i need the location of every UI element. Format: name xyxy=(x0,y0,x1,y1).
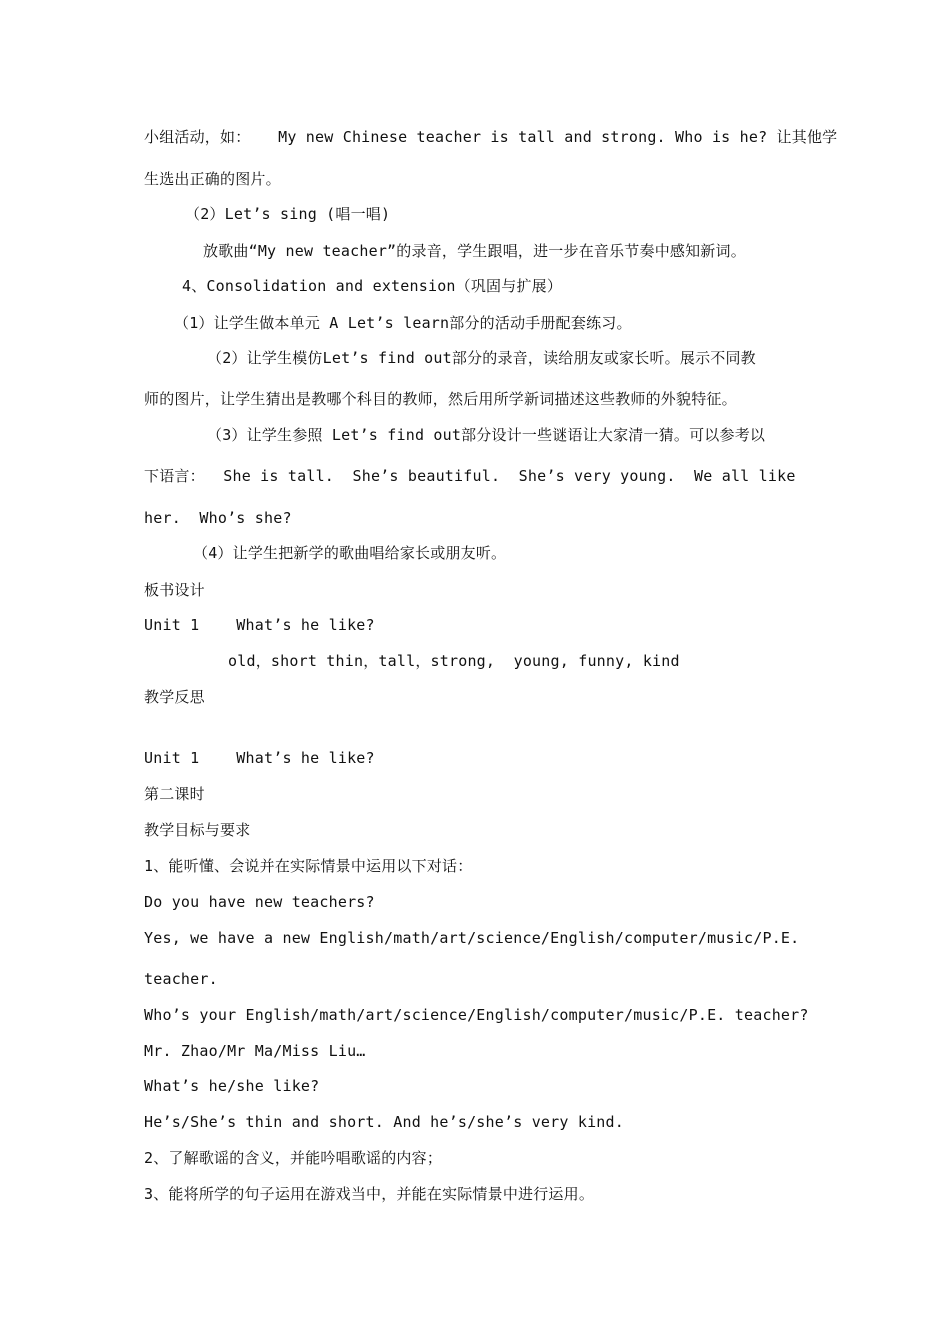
text-line: （3）让学生参照 Let’s find out部分设计一些谜语让大家清一猜。可以参考以 xyxy=(207,426,766,444)
text-line: 生选出正确的图片。 xyxy=(144,170,281,188)
text-line: （2）Let’s sing (唱一唱) xyxy=(185,205,391,223)
text-line: 师的图片，让学生猜出是教哪个科目的教师，然后用所学新词描述这些教师的外貌特征。 xyxy=(144,390,737,408)
section-heading: 教学反思 xyxy=(144,688,205,706)
text-line: old，short thin，tall，strong, young, funny, kind xyxy=(228,652,680,670)
section-heading: 教学目标与要求 xyxy=(144,821,251,839)
text-line: Unit 1 What’s he like? xyxy=(144,749,375,767)
text-line: Mr. Zhao/Mr Ma/Miss Liu… xyxy=(144,1042,366,1060)
text-line: He’s/She’s thin and short. And he’s/she’s very kind. xyxy=(144,1113,624,1131)
text-line: 1、能听懂、会说并在实际情景中运用以下对话： xyxy=(144,857,473,875)
text-line: （1）让学生做本单元 A Let’s learn部分的活动手册配套练习。 xyxy=(174,314,632,332)
text-line: 4、Consolidation and extension（巩固与扩展） xyxy=(182,277,563,295)
section-heading: 板书设计 xyxy=(144,581,205,599)
text-line: Unit 1 What’s he like? xyxy=(144,616,375,634)
text-line: （2）让学生模仿Let’s find out部分的录音，读给朋友或家长听。展示不同教 xyxy=(207,349,756,367)
text-line: her. Who’s she? xyxy=(144,509,292,527)
text-line: Do you have new teachers? xyxy=(144,893,375,911)
text-line: 小组活动，如： My new Chinese teacher is tall and strong. Who is he? 让其他学 xyxy=(144,128,838,146)
text-line: Yes, we have a new English/math/art/science/English/computer/music/P.E. xyxy=(144,929,800,947)
text-line: 2、了解歌谣的含义，并能吟唱歌谣的内容； xyxy=(144,1149,443,1167)
text-line: （4）让学生把新学的歌曲唱给家长或朋友听。 xyxy=(193,544,507,562)
text-line: Who’s your English/math/art/science/English/computer/music/P.E. teacher? xyxy=(144,1006,809,1024)
text-line: What’s he/she like? xyxy=(144,1077,320,1095)
text-line: 放歌曲“My new teacher”的录音，学生跟唱，进一步在音乐节奏中感知新词。 xyxy=(203,242,746,260)
section-heading: 第二课时 xyxy=(144,785,205,803)
text-line: 下语言： She is tall. She’s beautiful. She’s very young. We all like xyxy=(144,467,796,485)
text-line: teacher. xyxy=(144,970,218,988)
text-line: 3、能将所学的句子运用在游戏当中，并能在实际情景中进行运用。 xyxy=(144,1185,595,1203)
